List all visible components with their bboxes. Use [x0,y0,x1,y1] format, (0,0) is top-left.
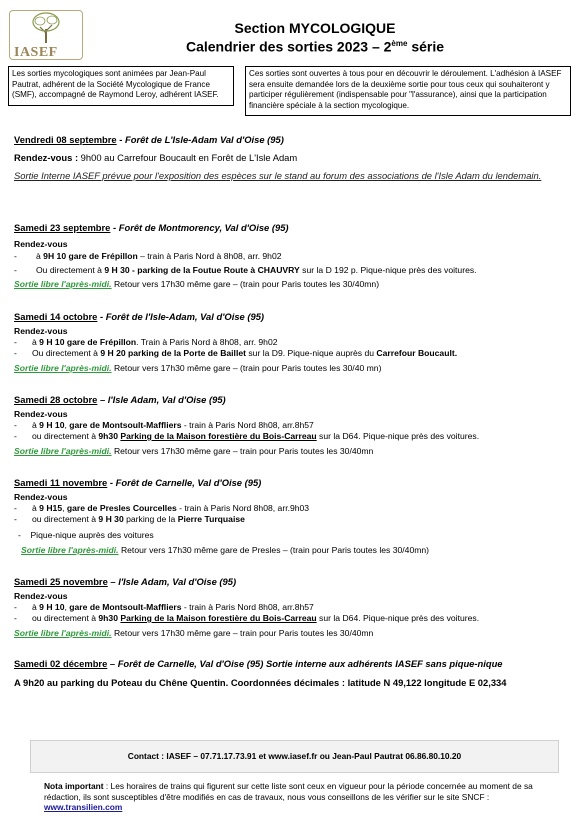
text: . Train à Paris Nord à 8h08, arr. 9h02 [136,337,278,347]
return-text: Retour vers 17h30 même gare de Presles – (train pour Paris toutes les 30/40mn) [118,545,430,555]
rdv-label: Rendez-vous [14,326,68,336]
event-place: – l'Isle Adam, Val d'Oise (95) [97,394,226,405]
text: - train à Paris Nord 8h08, arr.8h57 [181,602,314,612]
list-item [14,251,570,262]
free-afternoon-label: Sortie libre l'après-midi. [14,279,112,289]
text: Pique-nique auprès des voitures [30,530,154,540]
dash: - [18,530,21,540]
text-bold: 9 H 10 [39,420,65,430]
text: Ou directement à [36,265,105,275]
event-2 [14,222,570,290]
event-place: - Forêt de Carnelle, Val d'Oise (95) [107,477,262,488]
text: Ou directement à [32,348,101,358]
list-item [14,420,570,431]
list-item [14,503,570,514]
event-date: Samedi 14 octobre [14,311,98,322]
event-date: Samedi 23 septembre [14,222,111,233]
text: sur la D 192 p. Pique-nique près des voitures. [299,265,477,275]
event-6-return [14,628,570,639]
text: à [32,337,40,347]
list-item [14,613,570,624]
text-bold: gare de Montsoult-Maffliers [69,420,182,430]
text: – train à Paris Nord à 8h08, arr. 9h02 [137,251,282,261]
rdv-text: 9h00 au Carrefour Boucault en Forêt de L'Isle Adam [78,152,298,163]
event-place: – Forêt de Carnelle, Val d'Oise (95) [107,658,264,669]
title-line-2-text: Calendrier des sorties 2023 – 2 [185,38,392,55]
event-1-heading [14,134,570,146]
event-2-return [14,279,570,290]
text-bold: gare de Presles Courcelles [66,503,177,513]
event-date: Samedi 25 novembre [14,576,108,587]
text-bold: 9 H15 [39,503,63,513]
dash: - [14,348,17,358]
text-bold-underlined: Parking de la Maison forestière du Bois-Carreau [120,613,317,623]
event-date: Samedi 02 décembre [14,658,108,669]
note-label: Nota important [44,781,104,791]
list-item [18,530,570,541]
text: parking de la [123,514,178,524]
text-bold: gare de Montsoult-Maffliers [69,602,182,612]
text: à [36,251,44,261]
event-3-heading [14,311,570,323]
rdv-label: Rendez-vous [14,409,68,419]
event-5 [14,477,570,556]
note-important [44,781,564,813]
dash: - [14,602,17,612]
event-5-return [21,545,570,556]
event-date: Samedi 11 novembre [14,477,108,488]
rdv-label: Rendez-vous [14,239,68,249]
text: , [64,420,70,430]
title-line-2-suffix: série [407,38,445,55]
list-item [14,514,570,525]
event-date: Vendredi 08 septembre [14,134,117,145]
dash: - [14,265,17,275]
event-2-heading [14,222,570,234]
text: sur la D64. Pique-nique près des voitures. [316,613,480,623]
text-bold: Carrefour Boucault. [376,348,458,358]
text: - train à Paris Nord 8h08, arr.8h57 [181,420,314,430]
dash: - [14,251,17,261]
event-5-heading [14,477,570,489]
dash: - [14,431,17,441]
info-box-membership: Ces sorties sont ouvertes à tous pour en découvrir le déroulement. L'adhésion à IASEF sera ensuite demandée lors de la deuxième sortie pour tous ceux qui souhaiteront y participer régulièrement (indispensable pour "l'assurance), ainsi que la participation financière spéciale à la section mycologique. [245,66,571,116]
text-bold: 9 H 20 parking de la Porte de Baillet [100,348,246,358]
iasef-logo [9,10,83,60]
dash: - [14,613,17,623]
return-text: Retour vers 17h30 même gare – train pour Paris toutes les 30/40mn [111,628,374,638]
contact-box: Contact : IASEF – 07.71.17.73.91 et www.iasef.fr ou Jean-Paul Pautrat 06.86.80.10.20 [30,740,559,773]
return-text: Retour vers 17h30 même gare – train pour Paris toutes les 30/40mn [111,446,374,456]
rdv-label: Rendez-vous : [14,152,79,163]
dash: - [14,337,17,347]
info-box-animators: Les sorties mycologiques sont animées par Jean-Paul Pautrat, adhérent de la Société Mycologique de France (SMF), accompagné de Raymond Leroy, adhérent IASEF. [8,66,234,106]
tree-icon [26,11,66,45]
text-bold: 9 H 10 gare de Frépillon [39,337,137,347]
transilien-link[interactable]: www.transilien.com [44,802,123,812]
text: , [62,503,67,513]
free-afternoon-label: Sortie libre l'après-midi. [14,628,112,638]
event-4-return [14,446,570,457]
list-item [14,265,570,276]
text-bold-underlined: Parking de la Maison forestière du Bois-Carreau [120,431,317,441]
text-bold: 9h30 [98,431,118,441]
event-place: - Forêt de Montmorency, Val d'Oise (95) [110,222,289,233]
event-7-rdv: A 9h20 au parking du Poteau du Chêne Quentin. Coordonnées décimales : latitude N 49,122 longitude E 02,334 [14,677,507,688]
event-7-heading [14,658,570,670]
event-1-rdv [14,152,570,164]
title-line-1: Section MYCOLOGIQUE [234,20,396,36]
text: ou directement à [32,613,99,623]
text: à [32,420,40,430]
text: , [64,602,70,612]
title-sup: ème [391,39,408,48]
event-place: – l'Isle Adam, Val d'Oise (95) [107,576,237,587]
text: sur la D64. Pique-nique près des voitures. [316,431,480,441]
text-bold: 9H 10 gare de Frépillon [43,251,138,261]
text: - train à Paris Nord 8h08, arr.9h03 [176,503,310,513]
text: ou directement à [32,514,99,524]
event-4-heading [14,394,570,406]
free-afternoon-label: Sortie libre l'après-midi. [14,363,112,373]
event-6 [14,576,570,639]
dash: - [14,514,17,524]
logo-text: IASEF [14,45,58,60]
text-bold: Pierre Turquaise [177,514,245,524]
title-line-2 [150,36,480,55]
event-date: Samedi 28 octobre [14,394,98,405]
dash: - [14,420,17,430]
page-title [150,20,480,55]
free-afternoon-label: Sortie libre l'après-midi. [14,446,112,456]
text-bold: 9 H 10 [39,602,65,612]
note-text: : Les horaires de trains qui figurent sur cette liste sont ceux en vigueur pour la période concernée au moment de sa rédaction, ils sont susceptibles d'être modifiés en cas de travaux, nous vous conseillons de les vérifier sur le site SNCF : [44,781,533,802]
text: à [32,602,40,612]
text-bold: 9 H 30 [98,514,124,524]
list-item [14,337,570,348]
event-3-return [14,363,570,374]
text: ou directement à [32,431,99,441]
event-3 [14,311,570,374]
event-6-heading [14,576,570,588]
dash: - [14,503,17,513]
text: à [32,503,40,513]
list-item [14,602,570,613]
event-extra: Sortie interne aux adhérents IASEF sans pique-nique [263,658,503,669]
event-place: - Forêt de l'Isle-Adam, Val d'Oise (95) [97,311,265,322]
event-4 [14,394,570,457]
return-text: Retour vers 17h30 même gare – (train pour Paris toutes les 30/40 mn) [111,363,382,373]
text: sur la D9. Pique-nique auprès du [245,348,377,358]
free-afternoon-label: Sortie libre l'après-midi. [21,545,119,555]
list-item [14,431,570,442]
rdv-label: Rendez-vous [14,492,68,502]
return-text: Retour vers 17h30 même gare – (train pour Paris toutes les 30/40mn) [111,279,380,289]
list-item [14,348,570,359]
event-place: - Forêt de L'Isle-Adam Val d'Oise (95) [116,134,284,145]
event-7 [14,658,570,689]
text-bold: 9 H 30 - parking de la Foutue Route à CHAUVRY [104,265,300,275]
event-1-note: Sortie Interne IASEF prévue pour l'exposition des espèces sur le stand au forum des associations de l'Isle Adam du lendemain. [14,170,542,181]
rdv-label: Rendez-vous [14,591,68,601]
text-bold: 9h30 [98,613,118,623]
event-1 [14,134,570,182]
